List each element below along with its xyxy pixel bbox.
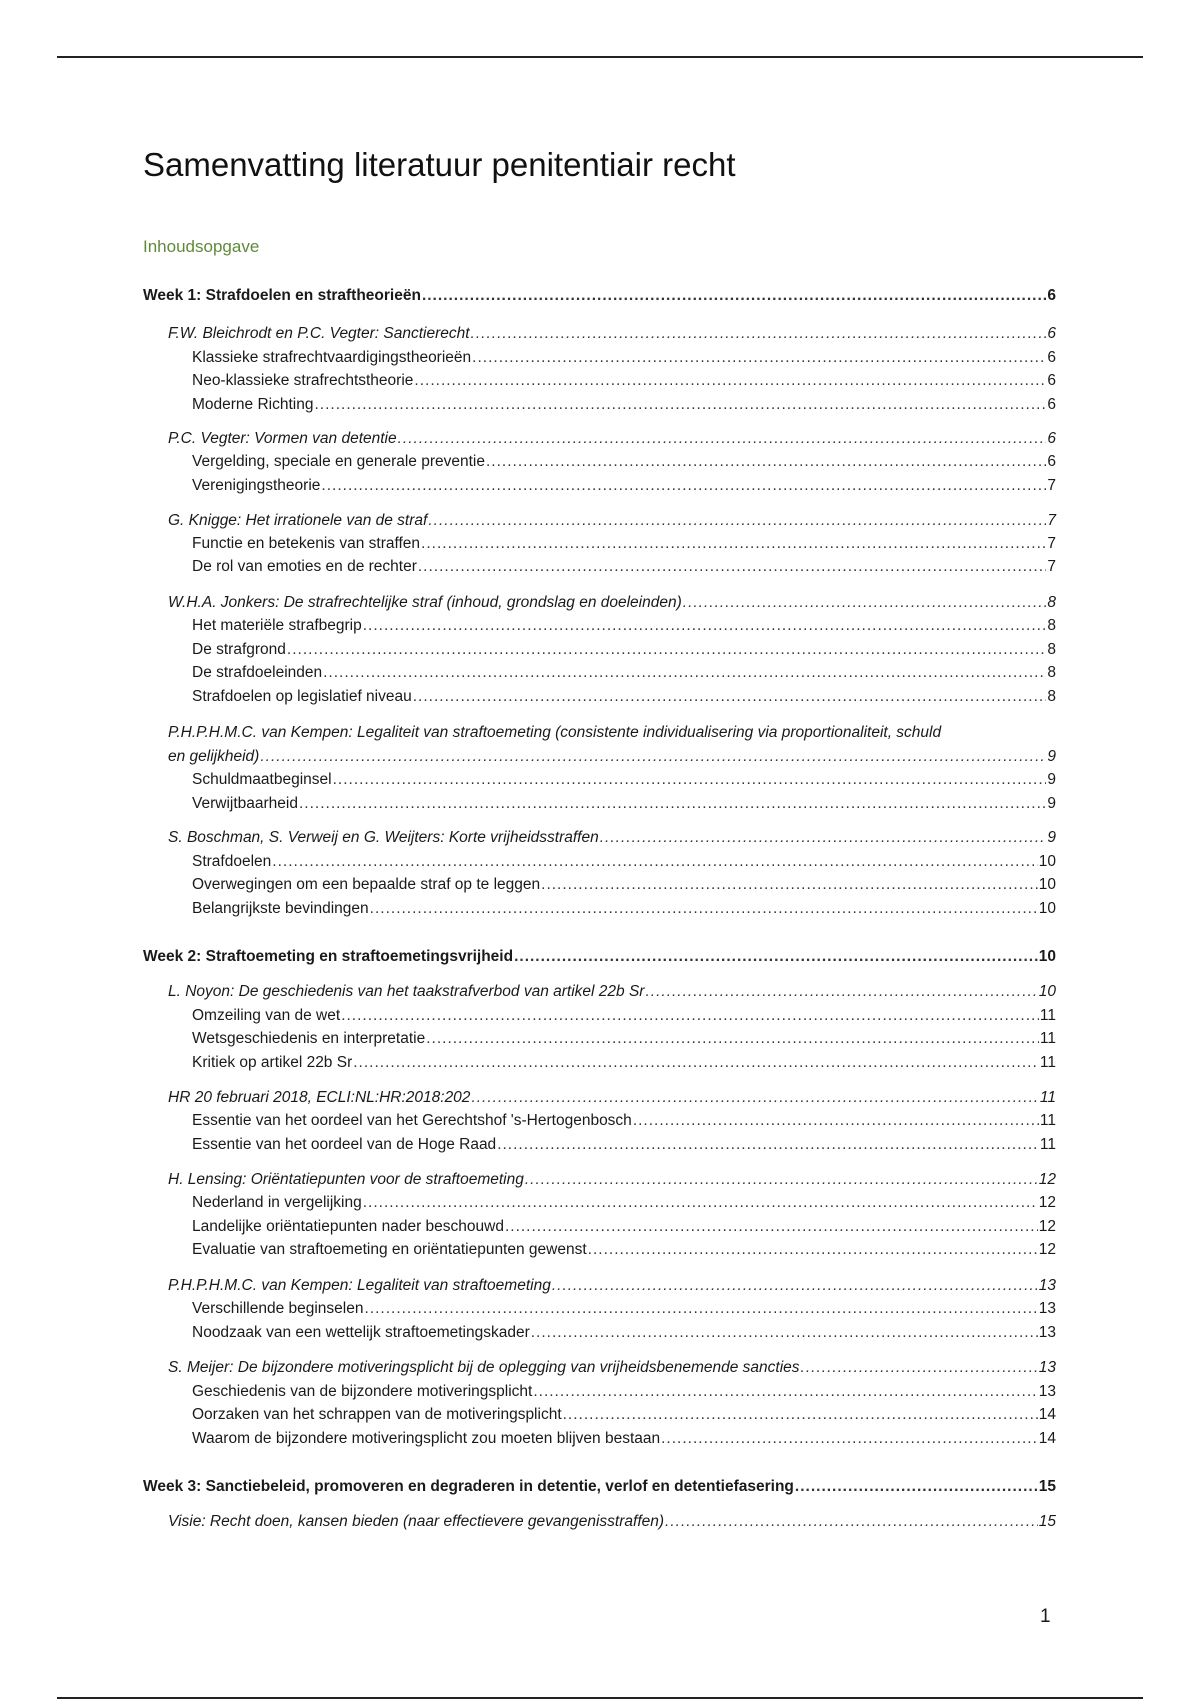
toc-entry-text: S. Boschman, S. Verweij en G. Weijters: Korte vrijheidsstraffen <box>168 829 599 846</box>
toc-entry-page: 6 <box>1047 453 1056 470</box>
dot-leader <box>552 1277 1038 1295</box>
toc-entry[interactable] <box>143 1513 1056 1535</box>
toc-entry-page: 7 <box>1047 512 1056 529</box>
dot-leader <box>287 641 1046 659</box>
toc-entry-text: HR 20 februari 2018, ECLI:NL:HR:2018:202 <box>168 1089 471 1106</box>
dot-leader <box>497 1136 1039 1154</box>
dot-leader <box>341 1007 1039 1025</box>
toc-entry[interactable] <box>143 535 1056 557</box>
toc-entry[interactable] <box>143 512 1056 534</box>
toc-entry[interactable] <box>143 396 1056 418</box>
toc-entry-page: 11 <box>1039 1007 1056 1024</box>
toc-entry[interactable] <box>143 325 1056 347</box>
dot-leader <box>514 948 1038 966</box>
toc-entry[interactable] <box>143 558 1056 580</box>
toc-entry-page: 11 <box>1039 1136 1056 1153</box>
toc-entry-text: en gelijkheid) <box>168 748 260 765</box>
toc-entry-page: 12 <box>1038 1194 1056 1211</box>
toc-entry-text: Functie en betekenis van straffen <box>192 535 421 552</box>
toc-entry-text: Overwegingen om een bepaalde straf op te leggen <box>192 876 541 893</box>
toc-entry-text: Vergelding, speciale en generale preventie <box>192 453 485 470</box>
dot-leader <box>398 430 1047 448</box>
toc-entry-text: Essentie van het oordeel van de Hoge Raad <box>192 1136 497 1153</box>
toc-entry-page: 6 <box>1047 287 1056 304</box>
toc-entry[interactable] <box>143 594 1056 616</box>
toc-entry-text: Noodzaak van een wettelijk straftoemetingskader <box>192 1324 530 1341</box>
dot-leader <box>661 1430 1038 1448</box>
toc-entry-page: 6 <box>1047 325 1056 342</box>
toc-entry-page: 9 <box>1047 748 1056 765</box>
toc-entry-text: De strafgrond <box>192 641 286 658</box>
toc-entry-text: Waarom de bijzondere motiveringsplicht zou moeten blijven bestaan <box>192 1430 661 1447</box>
toc-entry[interactable] <box>143 900 1056 922</box>
toc-entry-week-1[interactable] <box>143 287 1056 309</box>
toc-entry-page: 10 <box>1038 983 1056 1000</box>
toc-entry-page: 8 <box>1047 641 1056 658</box>
toc-entry-text: Schuldmaatbeginsel <box>192 771 332 788</box>
toc-entry-week-2[interactable] <box>143 948 1056 970</box>
toc-entry-text: Verschillende beginselen <box>192 1300 364 1317</box>
toc-entry-page: 13 <box>1038 1324 1056 1341</box>
toc-entry-page: 12 <box>1038 1171 1056 1188</box>
toc-entry-text: Week 3: Sanctiebeleid, promoveren en degraderen in detentie, verlof en detentiefasering <box>143 1478 794 1495</box>
dot-leader <box>323 664 1046 682</box>
toc-entry[interactable] <box>143 1300 1056 1322</box>
toc-entry[interactable] <box>143 983 1056 1005</box>
toc-entry-page: 13 <box>1038 1277 1056 1294</box>
toc-entry-page: 7 <box>1047 477 1056 494</box>
toc-entry[interactable] <box>143 688 1056 710</box>
toc-entry-page: 6 <box>1047 372 1056 389</box>
toc-entry-text: Strafdoelen op legislatief niveau <box>192 688 412 705</box>
dot-leader <box>525 1171 1038 1189</box>
toc-entry-text: P.C. Vegter: Vormen van detentie <box>168 430 397 447</box>
toc-entry[interactable] <box>143 1430 1056 1452</box>
toc-entry-page: 6 <box>1047 349 1056 366</box>
toc-entry-text: G. Knigge: Het irrationele van de straf <box>168 512 428 529</box>
toc-entry-text: Kritiek op artikel 22b Sr <box>192 1054 353 1071</box>
toc-entry[interactable] <box>143 617 1056 639</box>
page-number: 1 <box>1040 1606 1051 1627</box>
toc-entry-text: Nederland in vergelijking <box>192 1194 362 1211</box>
toc-entry-page: 11 <box>1039 1054 1056 1071</box>
dot-leader <box>260 748 1046 766</box>
dot-leader <box>683 594 1047 612</box>
dot-leader <box>363 1194 1038 1212</box>
toc-entry[interactable] <box>143 1406 1056 1428</box>
dot-leader <box>486 453 1046 471</box>
toc-entry[interactable] <box>143 771 1056 793</box>
dot-leader <box>531 1324 1038 1342</box>
dot-leader <box>314 396 1046 414</box>
toc-entry[interactable] <box>143 430 1056 452</box>
toc-entry[interactable] <box>143 876 1056 898</box>
toc-entry-text: Strafdoelen <box>192 853 272 870</box>
dot-leader <box>413 688 1047 706</box>
toc-entry[interactable] <box>143 1054 1056 1076</box>
dot-leader <box>472 349 1046 367</box>
toc-entry-page: 7 <box>1047 558 1056 575</box>
toc-entry-text-line-1[interactable]: P.H.P.H.M.C. van Kempen: Legaliteit van straftoemeting (consistente individualisering via proportionaliteit, schuld <box>168 724 942 741</box>
toc-entry-page: 10 <box>1038 900 1056 917</box>
toc-entry-text: Verwijtbaarheid <box>192 795 298 812</box>
toc-entry-page: 11 <box>1039 1089 1056 1106</box>
toc-entry[interactable] <box>143 641 1056 663</box>
dot-leader <box>299 795 1046 813</box>
toc-entry[interactable] <box>143 795 1056 817</box>
toc-entry-page: 13 <box>1038 1383 1056 1400</box>
toc-entry[interactable] <box>143 372 1056 394</box>
toc-entry-text: P.H.P.H.M.C. van Kempen: Legaliteit van straftoemeting <box>168 1277 551 1294</box>
toc-entry-page: 6 <box>1047 396 1056 413</box>
toc-entry-text: Week 1: Strafdoelen en straftheorieën <box>143 287 421 304</box>
toc-entry-text: Wetsgeschiedenis en interpretatie <box>192 1030 426 1047</box>
dot-leader <box>370 900 1038 918</box>
toc-entry[interactable] <box>143 853 1056 875</box>
toc-entry[interactable] <box>143 477 1056 499</box>
toc-entry[interactable] <box>143 1194 1056 1216</box>
dot-leader <box>421 535 1046 553</box>
toc-entry-text: Omzeiling van de wet <box>192 1007 341 1024</box>
toc-entry[interactable] <box>143 829 1056 851</box>
dot-leader <box>633 1112 1039 1130</box>
dot-leader <box>363 617 1047 635</box>
toc-entry-text: Belangrijkste bevindingen <box>192 900 369 917</box>
toc-entry-text: Landelijke oriëntatiepunten nader beschouwd <box>192 1218 504 1235</box>
dot-leader <box>418 558 1047 576</box>
toc-entry[interactable] <box>143 1359 1056 1381</box>
toc-entry[interactable] <box>143 1136 1056 1158</box>
toc-entry-text: W.H.A. Jonkers: De strafrechtelijke straf (inhoud, grondslag en doeleinden) <box>168 594 682 611</box>
toc-entry-text: Geschiedenis van de bijzondere motiveringsplicht <box>192 1383 533 1400</box>
bottom-rule <box>57 1697 1143 1699</box>
toc-entry-page: 10 <box>1038 948 1056 965</box>
toc-entry-page: 13 <box>1038 1359 1056 1376</box>
toc-entry[interactable] <box>143 1030 1056 1052</box>
toc-entry[interactable] <box>143 1112 1056 1134</box>
toc-entry-page: 10 <box>1038 876 1056 893</box>
toc-entry-page: 8 <box>1047 664 1056 681</box>
dot-leader <box>428 512 1046 530</box>
dot-leader <box>795 1478 1038 1496</box>
toc-entry-page: 11 <box>1039 1112 1056 1129</box>
toc-entry[interactable] <box>143 748 1056 770</box>
toc-entry[interactable] <box>143 1007 1056 1029</box>
toc-entry-page: 6 <box>1047 430 1056 447</box>
toc-entry-text: Verenigingstheorie <box>192 477 321 494</box>
toc-entry[interactable] <box>143 664 1056 686</box>
dot-leader <box>272 853 1037 871</box>
dot-leader <box>533 1383 1037 1401</box>
dot-leader <box>353 1054 1039 1072</box>
dot-leader <box>471 325 1047 343</box>
toc-entry[interactable] <box>143 1383 1056 1405</box>
toc-entry-week-3[interactable] <box>143 1478 1056 1500</box>
toc-entry-text: De rol van emoties en de rechter <box>192 558 417 575</box>
toc-entry-page: 11 <box>1039 1030 1056 1047</box>
toc-entry-page: 14 <box>1038 1430 1056 1447</box>
toc-entry-page: 8 <box>1047 617 1056 634</box>
toc-entry[interactable] <box>143 1171 1056 1193</box>
dot-leader <box>422 287 1046 305</box>
toc-entry-page: 12 <box>1038 1241 1056 1258</box>
toc-entry-text: L. Noyon: De geschiedenis van het taakstrafverbod van artikel 22b Sr <box>168 983 645 1000</box>
toc-entry-page: 13 <box>1038 1300 1056 1317</box>
dot-leader <box>588 1241 1038 1259</box>
toc-entry-text: Evaluatie van straftoemeting en oriëntatiepunten gewenst <box>192 1241 587 1258</box>
toc-entry[interactable] <box>143 349 1056 371</box>
toc-entry[interactable] <box>143 1324 1056 1346</box>
toc-entry-text: H. Lensing: Oriëntatiepunten voor de straftoemeting <box>168 1171 524 1188</box>
dot-leader <box>563 1406 1038 1424</box>
toc-entry-page: 7 <box>1047 535 1056 552</box>
dot-leader <box>600 829 1047 847</box>
dot-leader <box>801 1359 1038 1377</box>
toc-entry-page: 8 <box>1047 688 1056 705</box>
toc-entry-text: Week 2: Straftoemeting en straftoemetingsvrijheid <box>143 948 514 965</box>
toc-entry-text: Essentie van het oordeel van het Gerechtshof 's-Hertogenbosch <box>192 1112 632 1129</box>
dot-leader <box>364 1300 1037 1318</box>
toc-entry-text: Neo-klassieke strafrechtstheorie <box>192 372 414 389</box>
toc-entry-page: 10 <box>1038 853 1056 870</box>
dot-leader <box>645 983 1037 1001</box>
dot-leader <box>414 372 1046 390</box>
toc-entry-page: 9 <box>1047 771 1056 788</box>
toc-entry-text: S. Meijer: De bijzondere motiveringsplicht bij de oplegging van vrijheidsbenemende sancties <box>168 1359 800 1376</box>
toc-entry[interactable] <box>143 1241 1056 1263</box>
toc-entry[interactable] <box>143 453 1056 475</box>
toc-entry[interactable] <box>143 1218 1056 1240</box>
toc-entry[interactable] <box>143 1277 1056 1299</box>
toc-entry[interactable] <box>143 1089 1056 1111</box>
dot-leader <box>665 1513 1038 1531</box>
toc-entry-text: Moderne Richting <box>192 396 314 413</box>
toc-entry-text: Klassieke strafrechtvaardigingstheorieën <box>192 349 472 366</box>
toc-entry-page: 8 <box>1047 594 1056 611</box>
top-rule <box>57 56 1143 58</box>
toc-entry-page: 9 <box>1047 829 1056 846</box>
toc-entry-text: Het materiële strafbegrip <box>192 617 362 634</box>
dot-leader <box>426 1030 1039 1048</box>
document-title: Samenvatting literatuur penitentiair recht <box>143 146 736 183</box>
toc-entry-page: 9 <box>1047 795 1056 812</box>
toc-entry-text: De strafdoeleinden <box>192 664 323 681</box>
toc-entry-page: 15 <box>1038 1513 1056 1530</box>
dot-leader <box>333 771 1047 789</box>
toc-entry-text: Visie: Recht doen, kansen bieden (naar effectievere gevangenisstraffen) <box>168 1513 665 1530</box>
toc-entry-page: 15 <box>1038 1478 1056 1495</box>
toc-entry-text: Oorzaken van het schrappen van de motiveringsplicht <box>192 1406 562 1423</box>
dot-leader <box>505 1218 1038 1236</box>
toc-entry-page: 12 <box>1038 1218 1056 1235</box>
dot-leader <box>541 876 1038 894</box>
dot-leader <box>321 477 1046 495</box>
toc-heading: Inhoudsopgave <box>143 237 260 256</box>
toc-entry-text: F.W. Bleichrodt en P.C. Vegter: Sanctierecht <box>168 325 470 342</box>
dot-leader <box>471 1089 1038 1107</box>
toc-entry-page: 14 <box>1038 1406 1056 1423</box>
